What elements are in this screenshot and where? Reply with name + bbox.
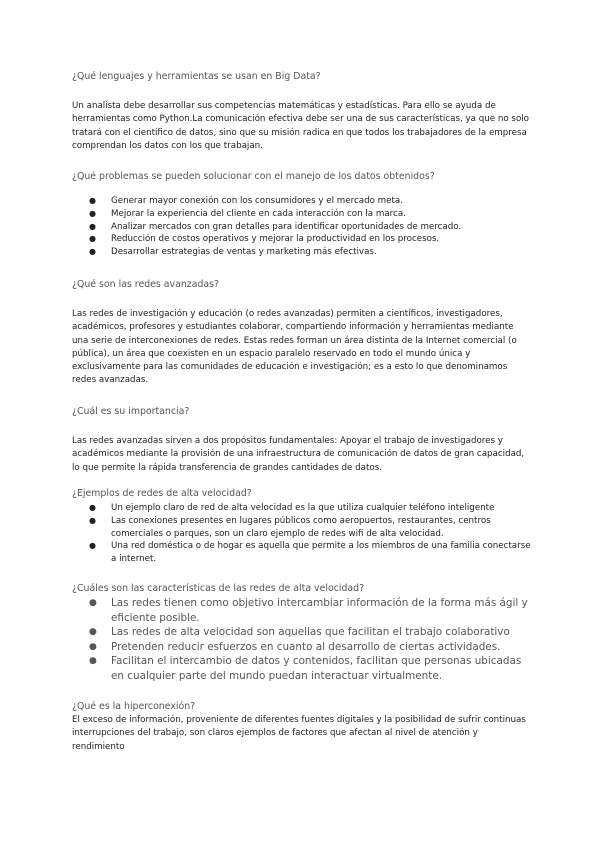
list-item: ● Las conexiones presentes en lugares públicos como aeropuertos, restaurantes, centros comerciales o parques, son un claro ejemplo de redes wifi de alta velocidad. bbox=[89, 515, 491, 539]
section-heading: ¿Qué es la hiperconexión? bbox=[72, 701, 196, 712]
section-heading: ¿Qué lenguajes y herramientas se usan en Big Data? bbox=[72, 71, 321, 82]
section-importance bbox=[72, 405, 532, 475]
section-high-speed-examples bbox=[72, 487, 532, 566]
list-item: ● Desarrollar estrategias de ventas y marketing más efectivas. bbox=[89, 247, 377, 258]
bullet-icon: ● bbox=[89, 627, 97, 638]
bullet-icon: ● bbox=[89, 515, 96, 525]
section-heading: ¿Qué son las redes avanzadas? bbox=[72, 279, 220, 290]
list-item: ● Una red doméstica o de hogar es aquella que permite a los miembros de una familia conectarse a internet. bbox=[89, 541, 531, 565]
list-item: ● Facilitan el intercambio de datos y contenidos, facilitan que personas ubicadas en cualquier parte del mundo puedan interactuar virtualmente. bbox=[89, 655, 522, 682]
section-heading: ¿Cuáles son las características de las redes de alta velocidad? bbox=[72, 583, 365, 594]
list-item: ● Reducción de costos operativos y mejorar la productividad en los procesos. bbox=[89, 234, 440, 245]
list-item: ● Un ejemplo claro de red de alta velocidad es la que utiliza cualquier teléfono inteligente bbox=[89, 503, 495, 513]
list-item: ● Pretenden reducir esfuerzos en cuanto al desarrollo de ciertas actividades. bbox=[89, 640, 501, 653]
section-high-speed-characteristics bbox=[72, 582, 532, 684]
list-item: ● Generar mayor conexión con los consumidores y el mercado meta. bbox=[89, 196, 403, 206]
section-paragraph: Las redes avanzadas sirven a dos propósitos fundamentales: Apoyar el trabajo de investigadores y académicos mediante la provisión de una infraestructura de comunicación de datos de gran capacidad, lo que permite la rápida transferencia de grandes cantidades de datos. bbox=[72, 436, 525, 473]
bullet-icon: ● bbox=[89, 221, 96, 231]
bullet-icon: ● bbox=[89, 503, 96, 512]
section-paragraph: El exceso de información, proveniente de diferentes fuentes digitales y la posibilidad de sufrir continuas interrupciones del trabajo, son claros ejemplos de factores que afectan al nivel de atención y rendimiento bbox=[72, 715, 526, 752]
bullet-icon: ● bbox=[89, 541, 96, 551]
characteristics-list bbox=[72, 596, 532, 684]
section-big-data-tools bbox=[72, 70, 532, 153]
examples-list bbox=[72, 502, 532, 566]
list-item: ● Las redes tienen como objetivo intercambiar información de la forma más ágil y eficiente posible. bbox=[89, 597, 528, 624]
bullet-icon: ● bbox=[89, 247, 96, 257]
section-paragraph: Un analista debe desarrollar sus competencias matemáticas y estadísticas. Para ello se ayuda de herramientas como Python.La comunicación efectiva debe ser una de sus características, ya que no solo tratará con el científico de datos, sino que su misión radica en que todos los trabajadores de la empresa comprendan los datos con los que trabajan. bbox=[72, 101, 529, 151]
bullet-icon: ● bbox=[89, 641, 97, 652]
bullet-icon: ● bbox=[89, 598, 97, 608]
section-advanced-networks bbox=[72, 278, 532, 388]
list-item: ● Analizar mercados con gran detalles para identificar oportunidades de mercado. bbox=[89, 221, 462, 232]
section-heading: ¿Qué problemas se pueden solucionar con el manejo de los datos obtenidos? bbox=[72, 171, 435, 182]
list-item: ● Las redes de alta velocidad son aquellas que facilitan el trabajo colaborativo bbox=[89, 626, 510, 639]
bullet-icon: ● bbox=[89, 656, 97, 667]
bullet-icon: ● bbox=[89, 208, 96, 218]
section-problems bbox=[72, 170, 532, 259]
bullet-icon: ● bbox=[89, 196, 96, 205]
list-item: ● Mejorar la experiencia del cliente en cada interacción con la marca. bbox=[89, 208, 406, 219]
section-hyperconnection bbox=[72, 700, 532, 754]
section-heading: ¿Cuál es su importancia? bbox=[72, 406, 190, 417]
problems-list bbox=[72, 195, 532, 259]
section-paragraph: Las redes de investigación y educación (o redes avanzadas) permiten a científicos, investigadores, académicos, profesores y estudiantes colaborar, compartiendo información y herramientas mediante una serie de interconexiones de redes. Estas redes forman un área distinta de la Internet comercial (o pública), un área que coexisten en un espacio paralelo reservado en todo el mundo única y exclusivamente para las comunidades de educación e investigación; es a esto lo que denominamos redes avanzadas. bbox=[72, 309, 517, 386]
bullet-icon: ● bbox=[89, 234, 96, 244]
section-heading: ¿Ejemplos de redes de alta velocidad? bbox=[72, 488, 252, 499]
